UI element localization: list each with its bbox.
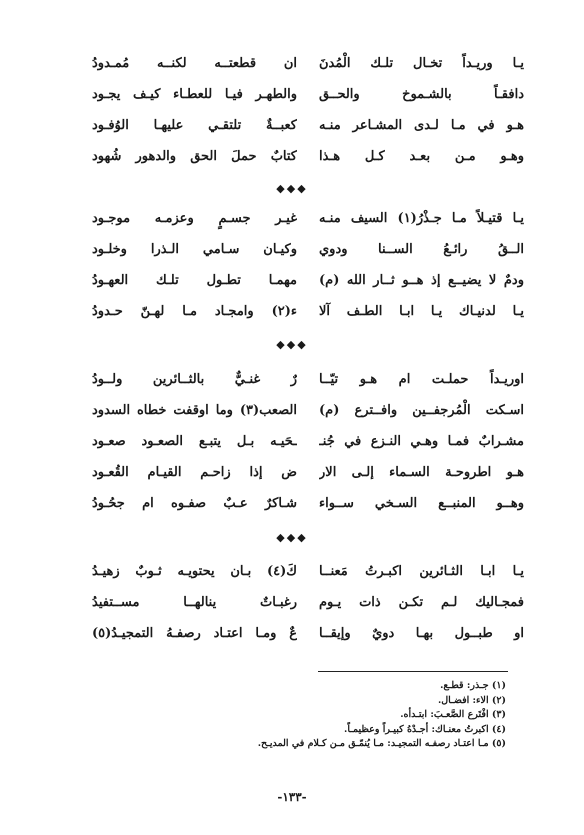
first-hemistich: او طبــول بهـا دويٌ وإيقــا <box>319 626 524 641</box>
verse <box>92 395 524 426</box>
second-hemistich: رٌ غنـيٌّ بالثــائرين ولــودُ <box>92 372 297 387</box>
first-hemistich: مشـرابٌ فمـا وهـي النـزع في جُنـ <box>319 434 524 449</box>
footnote: (١) جـذر: قطـع. <box>440 680 506 691</box>
first-hemistich: وهــو المنبــع السـخي ســواء <box>319 496 524 511</box>
first-hemistich: يـا لدنيـاك يـا ابـا الطـف آلا <box>319 304 524 319</box>
verse <box>92 364 524 395</box>
first-hemistich: اسـكت الْمُرجفــين وافــترع (م) <box>319 403 524 418</box>
first-hemistich: هـو اطروحـة السـماء إلـى الار <box>319 465 524 480</box>
stanza-divider: ◆◆◆ <box>276 338 308 351</box>
second-hemistich: شـاكرٌ عـبٌ صفـوه ام جحُـودُ <box>92 496 297 511</box>
verse <box>92 79 524 110</box>
verse <box>92 618 524 649</box>
verse <box>92 203 524 234</box>
second-hemistich: عٌ ومـا اعتـاد رصفـهُ التمجيـدُ(٥) <box>92 626 297 641</box>
verse <box>92 426 524 457</box>
footnote-separator <box>318 671 508 672</box>
second-hemistich: ض إذا زاحـم القيـام القُعـود <box>92 465 297 480</box>
stanza-3 <box>92 364 524 519</box>
first-hemistich: يـا ابـا الثـائرين اكبـرتُ مَعنــا <box>319 564 524 579</box>
verse <box>92 141 524 172</box>
second-hemistich: كتابٌ حملَ الحق والدهور شُهود <box>92 149 297 164</box>
verse <box>92 48 524 79</box>
verse <box>92 587 524 618</box>
second-hemistich: الصعب(٣) وما اوقفت خطاه السدود <box>92 403 297 418</box>
second-hemistich: وكيـان سـامي الـذرا وخلـود <box>92 242 297 257</box>
first-hemistich: هـو في مـا لـدى المشـاعر منـه <box>319 118 524 133</box>
first-hemistich: يـا وريـداً تخـال تلـك الْمُدنَ <box>319 56 524 71</box>
verse <box>92 457 524 488</box>
first-hemistich: يـا قتيـلاً مـا جـذْرُ(١) السيف منـه <box>319 211 524 226</box>
first-hemistich: دافقـاً بالشـموخ والحــق <box>319 87 524 102</box>
verse <box>92 296 524 327</box>
stanza-divider: ◆◆◆ <box>276 182 308 195</box>
footnotes <box>86 679 506 752</box>
stanza-4 <box>92 556 524 649</box>
footnote: (٣) افْتَرع الصَّعـبَ: ابتـدأه. <box>400 709 506 720</box>
verse <box>92 265 524 296</box>
second-hemistich: كَ(٤) بـان يحتويـه ثـوبٌ زهيـدُ <box>92 564 297 579</box>
first-hemistich: ودمٌ لا يضيــع إذ هــو ثــار الله (م) <box>319 273 524 288</box>
second-hemistich: كعبــةٌ تلتقـي عليهـا الوُفـود <box>92 118 297 133</box>
verse <box>92 110 524 141</box>
first-hemistich: وهـو مـن بعـد كـل هـذا <box>319 149 524 164</box>
second-hemistich: والطهـر فيـا للعطـاء كيـف يجـود <box>92 87 297 102</box>
second-hemistich: ء(٢) وامجـاد مـا لهـنّ حـدودُ <box>92 304 297 319</box>
second-hemistich: غيـر جسـمٍ وعزمـه موجـود <box>92 211 297 226</box>
footnote: (٤) اكبرتُ معنـاك: أجـدْهُ كبيـراً وعظيمـاً. <box>344 723 506 735</box>
verse <box>92 234 524 265</box>
first-hemistich: الــقُ رائـعُ الســنا ودوي <box>319 242 524 257</box>
footnote: (٢) الاء: افضـال. <box>437 694 506 706</box>
stanza-divider: ◆◆◆ <box>276 531 308 544</box>
second-hemistich: مهمـا تطـول تلـك العهـودُ <box>92 273 297 288</box>
stanza-1 <box>92 48 524 172</box>
first-hemistich: فمجـاليك لـم تكـن ذات يـوم <box>319 595 524 610</box>
second-hemistich: رغبـاتٌ ينالهــا مســتفيدُ <box>92 595 297 610</box>
second-hemistich: ان قطعتــه لكنــه مُمـدودُ <box>92 56 297 71</box>
stanza-2 <box>92 203 524 327</box>
second-hemistich: ـحَيـه بـل يتبـع الصعـود صعـود <box>92 434 297 449</box>
first-hemistich: اوريـداً حملـت ام هـو تيّــا <box>319 372 524 387</box>
verse <box>92 556 524 587</box>
verse <box>92 488 524 519</box>
footnote: (٥) مـا اعتـاد رصفـه التمجيـد: مـا يُنمّـق مـن كـلام في المديـح. <box>257 738 506 749</box>
page-number: -١٣٣- <box>277 790 307 804</box>
